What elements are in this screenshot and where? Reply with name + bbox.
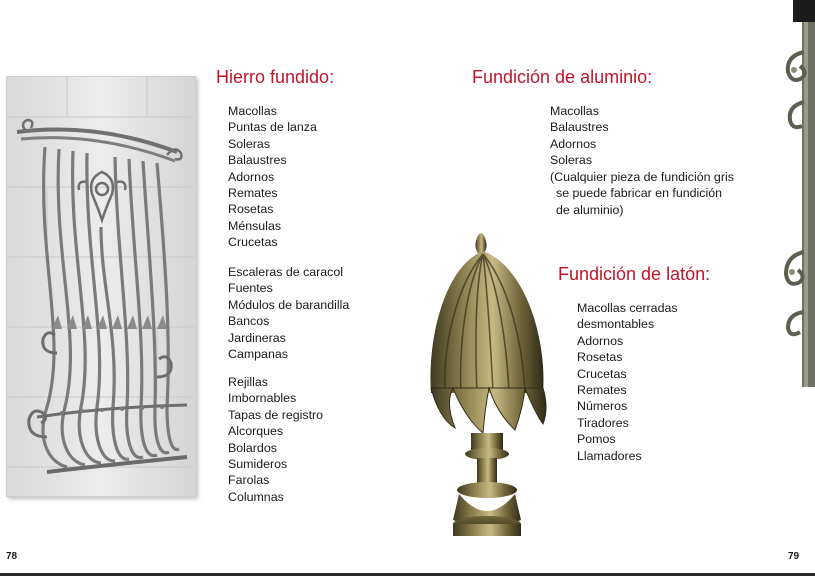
list-item: Macollas — [550, 104, 599, 118]
grille-illustration — [7, 77, 196, 497]
list-item: Balaustres — [228, 153, 287, 168]
hierro-fundido-title: Hierro fundido: — [216, 67, 335, 87]
list-item: Adornos — [228, 169, 275, 184]
laton-title: Fundición de latón: — [558, 264, 711, 284]
hierro-list-structures — [228, 264, 349, 362]
note-line: (Cualquier pieza de fundición gris — [550, 170, 734, 184]
list-item: Puntas de lanza — [228, 120, 317, 135]
list-item: Sumideros — [228, 457, 288, 472]
list-item: Campanas — [228, 347, 288, 362]
wrought-iron-grille-photo — [6, 76, 196, 497]
list-item: Farolas — [228, 473, 270, 488]
list-item: Llamadores — [577, 448, 642, 463]
list-item: Soleras — [550, 153, 593, 168]
note-line: se puede fabricar en fundición — [556, 186, 723, 201]
hierro-list-parts — [228, 103, 317, 251]
list-item: Macollas — [228, 104, 277, 118]
list-item: Pomos — [577, 432, 616, 447]
list-item: desmontables — [577, 317, 655, 332]
list-item: Adornos — [577, 333, 624, 348]
list-item: Ménsulas — [228, 218, 282, 233]
list-item: Rosetas — [228, 202, 274, 217]
aluminio-title: Fundición de aluminio: — [472, 67, 653, 87]
list-item: Crucetas — [228, 235, 278, 250]
list-item: Rejillas — [228, 375, 268, 389]
list-item: Bancos — [228, 314, 270, 329]
list-item: Jardineras — [228, 330, 286, 345]
list-item: Imbornables — [228, 391, 297, 406]
list-item: Tiradores — [577, 415, 629, 430]
brass-finial-photo — [425, 228, 555, 548]
list-item: Alcorques — [228, 424, 284, 439]
note-line: de aluminio) — [556, 202, 624, 217]
aluminio-note — [550, 169, 734, 218]
cast-ornament-strip-icon — [780, 22, 815, 387]
list-item: Macollas cerradas — [577, 301, 678, 315]
list-item: Bolardos — [228, 440, 277, 455]
list-item: Escaleras de caracol — [228, 265, 344, 279]
hierro-list-urban — [228, 374, 323, 505]
list-item: Crucetas — [577, 366, 627, 381]
list-item: Remates — [228, 186, 278, 201]
list-item: Módulos de barandilla — [228, 297, 350, 312]
list-item: Columnas — [228, 489, 284, 504]
list-item: Adornos — [550, 136, 597, 151]
aluminio-list — [550, 103, 609, 169]
list-item: Balaustres — [550, 120, 609, 135]
list-item: Números — [577, 399, 628, 414]
list-item: Tapas de registro — [228, 407, 324, 422]
corner-notch — [793, 0, 815, 22]
list-item: Soleras — [228, 136, 271, 151]
page-number-left: 78 — [6, 551, 18, 562]
ornament-illustration — [780, 22, 815, 387]
list-item: Remates — [577, 383, 627, 398]
page-number-right: 79 — [788, 551, 800, 562]
finial-illustration — [425, 228, 555, 548]
laton-list — [577, 300, 678, 464]
list-item: Fuentes — [228, 281, 273, 296]
list-item: Rosetas — [577, 350, 623, 365]
